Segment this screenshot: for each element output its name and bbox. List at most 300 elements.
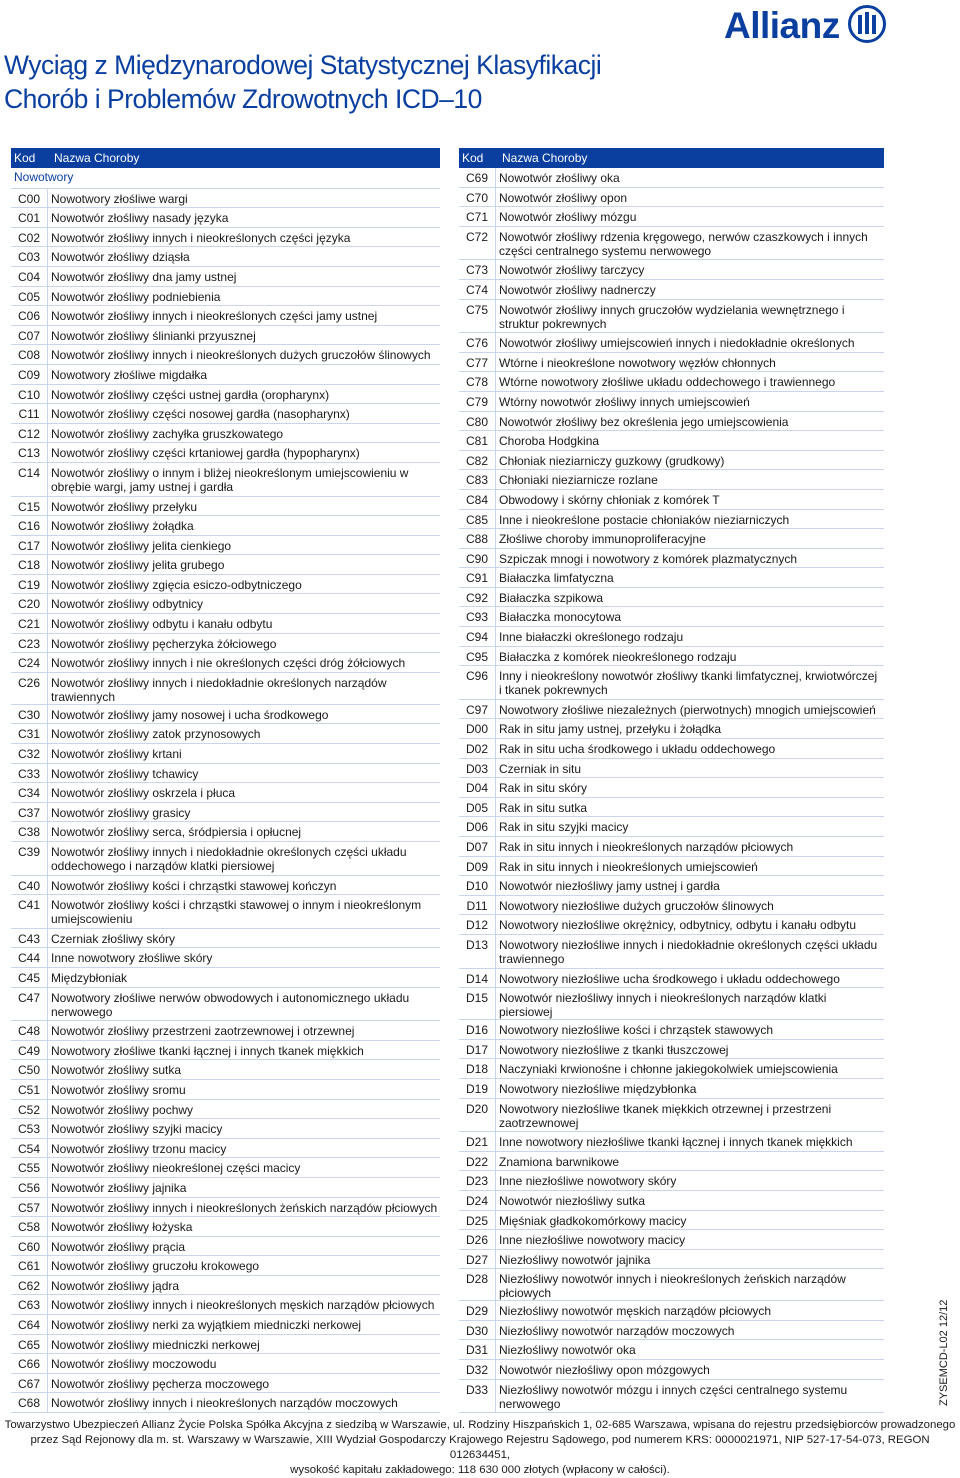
- table-row: [11, 929, 440, 949]
- row-name: Nowotwór złośliwy prącia: [51, 1239, 186, 1254]
- table-row: [459, 1360, 884, 1380]
- row-code: C78: [459, 372, 496, 391]
- row-code: C62: [11, 1276, 48, 1295]
- row-name: Nowotwór złośliwy jajnika: [51, 1180, 187, 1195]
- row-name: Nowotwór złośliwy miedniczki nerkowej: [51, 1337, 260, 1352]
- row-code: D06: [459, 817, 496, 836]
- row-name: Nowotwory niezłośliwe międzybłonka: [499, 1081, 697, 1096]
- row-name: Znamiona barwnikowe: [499, 1154, 620, 1169]
- row-name: Nowotwór złośliwy innych i nieokreślonych dużych gruczołów ślinowych: [51, 348, 431, 363]
- row-name: Nowotwór złośliwy nadnerczy: [499, 282, 656, 297]
- table-header: [459, 148, 884, 168]
- row-name: Nowotwór złośliwy zatok przynosowych: [51, 727, 261, 742]
- row-code: C88: [459, 529, 496, 548]
- row-name: Mięśniak gładkokomórkowy macicy: [499, 1213, 687, 1228]
- row-name: Nowotwory złośliwe nerwów obwodowych i autonomicznego układu nerwowego: [51, 990, 410, 1019]
- table-row: [11, 287, 440, 307]
- row-name: Nowotwór złośliwy pochwy: [51, 1102, 194, 1117]
- row-name: Niezłośliwy nowotwór oka: [499, 1343, 636, 1358]
- row-name: Nowotwór złośliwy nerki za wyjątkiem miedniczki nerkowej: [51, 1318, 362, 1333]
- row-name: Nowotwór złośliwy tchawicy: [51, 766, 199, 781]
- table-row: [459, 627, 884, 647]
- table-row: [11, 1041, 440, 1061]
- header-name: Nazwa Choroby: [502, 151, 588, 165]
- row-code: C57: [11, 1198, 48, 1217]
- row-code: D12: [459, 915, 496, 934]
- row-name: Inne nowotwory niezłośliwe tkanki łącznej i innych tkanek miękkich: [499, 1135, 853, 1150]
- table-row: [11, 404, 440, 424]
- table-row: [459, 260, 884, 280]
- row-code: C00: [11, 189, 48, 208]
- row-code: C97: [459, 700, 496, 719]
- row-name: Wtórne nowotwory złośliwe układu oddechowego i trawiennego: [499, 375, 836, 390]
- row-code: D28: [459, 1269, 496, 1300]
- row-name: Czerniak złośliwy skóry: [51, 931, 176, 946]
- row-code: C23: [11, 634, 48, 653]
- row-name: Nowotwór złośliwy sutka: [51, 1063, 182, 1078]
- table-row: [459, 915, 884, 935]
- table-row: [459, 1099, 884, 1133]
- row-name: Nowotwór złośliwy części nosowej gardła (nasopharynx): [51, 407, 350, 422]
- row-name: Rak in situ skóry: [499, 781, 588, 796]
- row-name: Nowotwór złośliwy kości i chrząstki stawowej o innym i nieokreślonym umiejscowieniu: [51, 898, 422, 927]
- row-name: Chłoniaki nieziarnicze rozlane: [499, 473, 658, 488]
- title-line-2: Chorób i Problemów Zdrowotnych ICD–10: [4, 84, 482, 114]
- row-name: Nowotwór złośliwy ślinianki przyusznej: [51, 328, 256, 343]
- row-name: Nowotwór złośliwy innych gruczołów wydzielania wewnętrznego i struktur pokrewnych: [499, 302, 845, 331]
- row-name: Nowotwory złośliwe wargi: [51, 191, 188, 206]
- row-code: C41: [11, 895, 48, 928]
- table-row: [11, 968, 440, 988]
- table-row: [459, 1191, 884, 1211]
- row-code: D25: [459, 1211, 496, 1230]
- table-row: [459, 759, 884, 779]
- table-row: [459, 1132, 884, 1152]
- table-row: [11, 1374, 440, 1394]
- row-name: Niezłośliwy nowotwór narządów moczowych: [499, 1323, 735, 1338]
- row-name: Nowotwór złośliwy odbytu i kanału odbytu: [51, 617, 273, 632]
- row-code: C03: [11, 247, 48, 266]
- row-name: Nowotwór złośliwy części krtaniowej gardła (hypopharynx): [51, 446, 360, 461]
- footer: [0, 1418, 960, 1478]
- row-name: Nowotwór złośliwy tarczycy: [499, 263, 645, 278]
- row-code: C70: [459, 188, 496, 207]
- table-row: [459, 1040, 884, 1060]
- row-code: D16: [459, 1020, 496, 1039]
- row-name: Choroba Hodgkina: [499, 434, 600, 449]
- row-name: Nowotwór złośliwy sromu: [51, 1082, 186, 1097]
- row-code: C19: [11, 575, 48, 594]
- table-row: [11, 895, 440, 929]
- row-code: C82: [459, 451, 496, 470]
- table-row: [459, 168, 884, 188]
- row-name: Nowotwór złośliwy nasady języka: [51, 211, 229, 226]
- row-code: D29: [459, 1301, 496, 1320]
- table-row: [459, 227, 884, 261]
- row-code: D18: [459, 1059, 496, 1078]
- row-code: C17: [11, 536, 48, 555]
- table-row: [11, 1354, 440, 1374]
- table-row: [459, 1079, 884, 1099]
- row-code: C13: [11, 443, 48, 462]
- table-row: [11, 385, 440, 405]
- footer-line-2: przez Sąd Rejonowy dla m. st. Warszawy w Warszawie, XIII Wydział Gospodarczy Krajowego Rejestru Sądowego, pod numerem KRS: 0000021971, NIP 527-17-54-073, REGON 012634451,: [30, 1434, 930, 1461]
- table-row: [11, 673, 440, 705]
- table-row: [11, 555, 440, 575]
- row-code: D17: [459, 1040, 496, 1059]
- allianz-logo: [724, 4, 887, 48]
- right-rows: [459, 168, 884, 1413]
- row-code: C04: [11, 267, 48, 286]
- row-name: Nowotwory niezłośliwe z tkanki tłuszczowej: [499, 1042, 729, 1057]
- table-row: [11, 783, 440, 803]
- row-name: Inne niezłośliwe nowotwory skóry: [499, 1174, 677, 1189]
- table-row: [11, 1295, 440, 1315]
- row-name: Inny i nieokreślony nowotwór złośliwy tkanki limfatycznej, krwiotwórczej i tkanek pokrewnych: [499, 669, 878, 698]
- table-row: [459, 969, 884, 989]
- row-code: C02: [11, 228, 48, 247]
- row-code: C94: [459, 627, 496, 646]
- row-name: Wtórny nowotwór złośliwy innych umiejscowień: [499, 394, 750, 409]
- row-name: Nowotwory złośliwe niezależnych (pierwotnych) mnogich umiejscowień: [499, 702, 876, 717]
- row-name: Białaczka monocytowa: [499, 610, 622, 625]
- table-row: [11, 1256, 440, 1276]
- table-row: [459, 1301, 884, 1321]
- table-row: [11, 988, 440, 1022]
- row-code: C81: [459, 431, 496, 450]
- row-name: Niezłośliwy nowotwór mózgu i innych części centralnego systemu nerwowego: [499, 1382, 848, 1411]
- row-code: C83: [459, 470, 496, 489]
- row-code: C51: [11, 1080, 48, 1099]
- row-code: C38: [11, 822, 48, 841]
- row-code: C05: [11, 287, 48, 306]
- table-row: [11, 1060, 440, 1080]
- row-name: Nowotwór złośliwy innych i nieokreślonych męskich narządów płciowych: [51, 1298, 435, 1313]
- row-code: C31: [11, 724, 48, 743]
- row-name: Międzybłoniak: [51, 970, 128, 985]
- row-name: Niezłośliwy nowotwór jajnika: [499, 1252, 651, 1267]
- header-code: Kod: [462, 151, 484, 165]
- row-name: Nowotwór złośliwy podniebienia: [51, 289, 221, 304]
- row-code: C93: [459, 607, 496, 626]
- document-code: ZYSEMCD-L02 12/12: [938, 1299, 950, 1406]
- row-code: C07: [11, 326, 48, 345]
- table-row: [459, 188, 884, 208]
- table-row: [11, 1119, 440, 1139]
- row-name: Nowotwór złośliwy zachyłka gruszkowatego: [51, 426, 284, 441]
- row-name: Obwodowy i skórny chłoniak z komórek T: [499, 492, 720, 507]
- table-row: [459, 778, 884, 798]
- table-row: [11, 1237, 440, 1257]
- row-code: D19: [459, 1079, 496, 1098]
- table-row: [11, 705, 440, 725]
- row-name: Nowotwór złośliwy serca, śródpiersia i opłucnej: [51, 825, 302, 840]
- table-row: [11, 1393, 440, 1413]
- table-row: [11, 536, 440, 556]
- row-name: Inne nowotwory złośliwe skóry: [51, 951, 213, 966]
- row-code: D02: [459, 739, 496, 758]
- row-name: Inne niezłośliwe nowotwory macicy: [499, 1233, 686, 1248]
- table-row: [459, 333, 884, 353]
- row-code: C71: [459, 207, 496, 226]
- title-line-1: Wyciąg z Międzynarodowej Statystycznej Klasyfikacji: [4, 50, 602, 80]
- row-name: Białaczka z komórek nieokreślonego rodzaju: [499, 649, 737, 664]
- table-row: [11, 614, 440, 634]
- row-code: D23: [459, 1171, 496, 1190]
- row-name: Nowotwór złośliwy dna jamy ustnej: [51, 269, 237, 284]
- row-code: D33: [459, 1380, 496, 1413]
- row-name: Nowotwór złośliwy jądra: [51, 1278, 180, 1293]
- row-code: C06: [11, 306, 48, 325]
- table-row: [459, 1340, 884, 1360]
- row-code: D07: [459, 837, 496, 856]
- table-row: [459, 490, 884, 510]
- row-code: C74: [459, 280, 496, 299]
- row-name: Nowotwór złośliwy łożyska: [51, 1220, 193, 1235]
- row-name: Nowotwór złośliwy trzonu macicy: [51, 1141, 227, 1156]
- row-name: Rak in situ jamy ustnej, przełyku i żołądka: [499, 722, 722, 737]
- table-row: [459, 280, 884, 300]
- row-name: Nowotwór złośliwy opon: [499, 190, 628, 205]
- row-code: C84: [459, 490, 496, 509]
- row-name: Chłoniak nieziarniczy guzkowy (grudkowy): [499, 453, 725, 468]
- row-name: Nowotwór niezłośliwy opon mózgowych: [499, 1363, 710, 1378]
- row-code: D30: [459, 1321, 496, 1340]
- table-row: [459, 372, 884, 392]
- table-row: [459, 817, 884, 837]
- table-row: [459, 353, 884, 373]
- row-name: Nowotwór złośliwy pęcherza moczowego: [51, 1376, 270, 1391]
- table-row: [459, 1321, 884, 1341]
- footer-line-1: Towarzystwo Ubezpieczeń Allianz Życie Polska Spółka Akcyjna z siedzibą w Warszawie, ul. Rodziny Hiszpańskich 1, 02-685 Warszawa, wpisana do rejestru przedsiębiorców prowadzonego: [4, 1419, 956, 1431]
- row-name: Nowotwór złośliwy oka: [499, 171, 620, 185]
- row-name: Nowotwór złośliwy nieokreślonej części macicy: [51, 1161, 301, 1176]
- table-header: [11, 148, 440, 168]
- row-name: Nowotwory niezłośliwe kości i chrząstek stawowych: [499, 1023, 774, 1038]
- table-row: [459, 470, 884, 490]
- row-code: C60: [11, 1237, 48, 1256]
- row-name: Nowotwory złośliwe migdałka: [51, 367, 208, 382]
- table-row: [11, 1178, 440, 1198]
- table-row: [459, 1269, 884, 1301]
- table-row: [459, 451, 884, 471]
- table-row: [11, 634, 440, 654]
- row-name: Nowotwór złośliwy innych i niedokładnie określonych części układu oddechowego i narządów klatki piersiowej: [51, 845, 407, 873]
- row-code: C24: [11, 653, 48, 672]
- table-row: [11, 189, 440, 209]
- row-name: Nowotwór złośliwy odbytnicy: [51, 597, 204, 612]
- row-code: C69: [459, 168, 496, 187]
- table-row: [11, 1198, 440, 1218]
- table-row: [459, 857, 884, 877]
- row-name: Nowotwór złośliwy żołądka: [51, 519, 194, 534]
- row-code: D27: [459, 1250, 496, 1269]
- row-code: D31: [459, 1340, 496, 1359]
- row-name: Nowotwór złośliwy przestrzeni zaotrzewnowej i otrzewnej: [51, 1024, 355, 1039]
- table-row: [11, 876, 440, 896]
- table-row: [11, 267, 440, 287]
- table-row: [11, 1100, 440, 1120]
- table-row: [459, 988, 884, 1020]
- row-code: C56: [11, 1178, 48, 1197]
- row-code: C64: [11, 1315, 48, 1334]
- table-row: [11, 463, 440, 497]
- row-name: Nowotwór niezłośliwy innych i nieokreślonych narządów klatki piersiowej: [499, 991, 827, 1020]
- row-name: Nowotwór złośliwy zgięcia esiczo-odbytniczego: [51, 577, 302, 592]
- row-name: Nowotwór złośliwy jamy nosowej i ucha środkowego: [51, 707, 329, 722]
- table-row: [459, 719, 884, 739]
- row-name: Nowotwór złośliwy innych i nieokreślonych części jamy ustnej: [51, 309, 378, 324]
- row-code: C40: [11, 876, 48, 895]
- header-code: Kod: [14, 151, 36, 165]
- row-code: D24: [459, 1191, 496, 1210]
- row-code: C47: [11, 988, 48, 1021]
- table-row: [11, 1158, 440, 1178]
- row-code: C08: [11, 345, 48, 364]
- row-name: Rak in situ ucha środkowego i układu oddechowego: [499, 742, 776, 757]
- row-name: Naczyniaki krwionośne i chłonne jakiegokolwiek umiejscowienia: [499, 1062, 838, 1077]
- logo-wordmark: Allianz: [724, 5, 840, 46]
- row-name: Nowotwór niezłośliwy jamy ustnej i gardła: [499, 879, 720, 894]
- row-name: Nowotwory niezłośliwe tkanek miękkich otrzewnej i przestrzeni zaotrzewnowej: [499, 1101, 832, 1130]
- row-code: C58: [11, 1217, 48, 1236]
- table-row: [11, 575, 440, 595]
- table-row: [459, 666, 884, 700]
- row-code: C92: [459, 588, 496, 607]
- table-row: [459, 837, 884, 857]
- row-name: Nowotwór złośliwy umiejscowień innych i niedokładnie określonych: [499, 336, 855, 351]
- row-code: C43: [11, 929, 48, 948]
- row-code: C11: [11, 404, 48, 423]
- row-code: D04: [459, 778, 496, 797]
- row-code: C26: [11, 673, 48, 704]
- row-code: D20: [459, 1099, 496, 1132]
- row-code: C67: [11, 1374, 48, 1393]
- table-row: [11, 247, 440, 267]
- table-row: [11, 594, 440, 614]
- table-row: [11, 228, 440, 248]
- row-name: Nowotwór złośliwy jelita grubego: [51, 558, 225, 573]
- row-code: C32: [11, 744, 48, 763]
- row-name: Inne białaczki określonego rodzaju: [499, 630, 684, 645]
- row-name: Nowotwór złośliwy kości i chrząstki stawowej kończyn: [51, 878, 337, 893]
- table-row: [459, 739, 884, 759]
- row-name: Nowotwór złośliwy rdzenia kręgowego, nerwów czaszkowych i innych części centralnego systemu nerwowego: [499, 229, 868, 258]
- row-code: C61: [11, 1256, 48, 1275]
- section-title: Nowotwory: [11, 168, 440, 189]
- row-code: C09: [11, 365, 48, 384]
- row-name: Złośliwe choroby immunoproliferacyjne: [499, 532, 706, 547]
- row-code: C45: [11, 968, 48, 987]
- page-title: [4, 48, 704, 116]
- table-row: [459, 896, 884, 916]
- row-name: Inne i nieokreślone postacie chłoniaków nieziarniczych: [499, 512, 790, 527]
- row-name: Niezłośliwy nowotwór innych i nieokreślonych żeńskich narządów płciowych: [499, 1272, 846, 1301]
- table-row: [459, 392, 884, 412]
- row-name: Nowotwór złośliwy przełyku: [51, 499, 198, 514]
- row-code: D26: [459, 1230, 496, 1249]
- table-row: [11, 1335, 440, 1355]
- table-row: [11, 306, 440, 326]
- row-code: C10: [11, 385, 48, 404]
- row-code: C96: [459, 666, 496, 699]
- table-row: [459, 647, 884, 667]
- row-code: D11: [459, 896, 496, 915]
- row-code: C54: [11, 1139, 48, 1158]
- row-name: Nowotwory niezłośliwe dużych gruczołów ślinowych: [499, 898, 774, 913]
- table-row: [11, 443, 440, 463]
- row-name: Nowotwór złośliwy jelita cienkiego: [51, 538, 232, 553]
- row-code: C73: [459, 260, 496, 279]
- table-row: [459, 1211, 884, 1231]
- table-row: [459, 700, 884, 720]
- row-code: C63: [11, 1295, 48, 1314]
- row-code: D00: [459, 719, 496, 738]
- row-code: D05: [459, 798, 496, 817]
- left-rows: [11, 189, 440, 1413]
- row-name: Szpiczak mnogi i nowotwory z komórek plazmatycznych: [499, 551, 798, 566]
- row-code: C79: [459, 392, 496, 411]
- row-code: C20: [11, 594, 48, 613]
- row-code: C01: [11, 208, 48, 227]
- table-row: [459, 1171, 884, 1191]
- row-name: Nowotwór złośliwy oskrzela i płuca: [51, 786, 236, 801]
- table-row: [459, 431, 884, 451]
- row-code: D13: [459, 935, 496, 968]
- table-row: [459, 207, 884, 227]
- table-row: [459, 549, 884, 569]
- table-row: [459, 876, 884, 896]
- row-name: Nowotwór złośliwy moczowodu: [51, 1357, 217, 1372]
- table-row: [11, 803, 440, 823]
- row-code: C80: [459, 412, 496, 431]
- table-row: [459, 935, 884, 969]
- row-code: C66: [11, 1354, 48, 1373]
- row-code: C37: [11, 803, 48, 822]
- row-name: Rak in situ innych i nieokreślonych umiejscowień: [499, 859, 758, 874]
- row-code: C55: [11, 1158, 48, 1177]
- table-row: [459, 568, 884, 588]
- right-table: [459, 148, 884, 1413]
- row-code: C50: [11, 1060, 48, 1079]
- row-code: C12: [11, 424, 48, 443]
- row-name: Rak in situ szyjki macicy: [499, 820, 629, 835]
- row-name: Białaczka szpikowa: [499, 590, 604, 605]
- table-row: [11, 345, 440, 365]
- row-name: Nowotwór złośliwy innych i nieokreślonych żeńskich narządów płciowych: [51, 1200, 438, 1215]
- table-row: [459, 1059, 884, 1079]
- table-row: [459, 300, 884, 334]
- row-code: C72: [459, 227, 496, 260]
- table-row: [459, 1250, 884, 1270]
- table-row: [11, 764, 440, 784]
- row-code: C39: [11, 842, 48, 875]
- row-code: C91: [459, 568, 496, 587]
- table-row: [11, 1217, 440, 1237]
- table-row: [11, 516, 440, 536]
- row-name: Nowotwory niezłośliwe ucha środkowego i układu oddechowego: [499, 971, 840, 986]
- row-code: D32: [459, 1360, 496, 1379]
- row-name: Nowotwór złośliwy grasicy: [51, 805, 191, 820]
- row-name: Rak in situ sutka: [499, 800, 588, 815]
- table-row: [11, 208, 440, 228]
- row-code: C44: [11, 948, 48, 967]
- row-code: C65: [11, 1335, 48, 1354]
- row-name: Nowotwór złośliwy dziąsła: [51, 250, 190, 265]
- row-code: D21: [459, 1132, 496, 1151]
- table-row: [11, 424, 440, 444]
- row-name: Nowotwór złośliwy mózgu: [499, 210, 637, 225]
